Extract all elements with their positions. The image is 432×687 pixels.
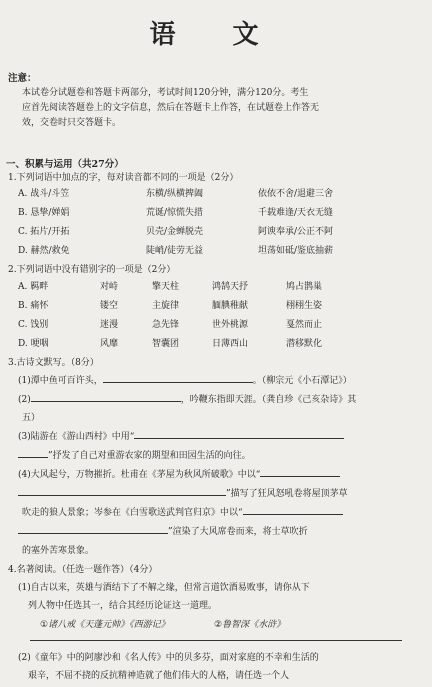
option-word: 坦荡如砥/鉴底抽薪 <box>258 246 334 256</box>
poem-text: ”抒发了自己对重游农家的期望和田园生活的向往。 <box>48 451 251 461</box>
question-3-item-3-cont <box>18 448 251 461</box>
option-word: 千载难逢/天衣无缝 <box>258 208 334 218</box>
answer-blank <box>18 486 226 496</box>
option-word: 风靡 <box>100 339 119 349</box>
option-word: 戛然而止 <box>286 320 323 330</box>
option-word: 主旋律 <box>152 301 180 311</box>
answer-blank <box>18 524 168 534</box>
option-word: 世外桃源 <box>212 320 249 330</box>
option-label: A. 羁畔 <box>18 282 49 292</box>
option-word: 贝壳/金蝉脱壳 <box>146 227 204 237</box>
question-4-stem: 4.名著阅读。（任选一题作答）（4分） <box>8 565 158 575</box>
question-4-item-1-cont: 列人物中任选其一，结合其经历论证这一道理。 <box>28 601 218 611</box>
option-label: D. 赫然/救免 <box>18 246 70 256</box>
notice-line: 效，交卷时只交答题卡。 <box>22 118 122 128</box>
option-word: 急先锋 <box>152 320 180 330</box>
poem-text: 吹走的狼人景象；岑参在《白雪歌送武判官归京》中以“ <box>22 508 243 518</box>
answer-blank <box>103 373 253 383</box>
question-3-item-4-cont2 <box>22 505 343 518</box>
question-3-item-2-cont: 五） <box>22 413 41 423</box>
question-3-item-4-cont <box>18 486 348 499</box>
notice-text <box>22 86 422 131</box>
question-3-stem: 3.古诗文默写。（8分） <box>8 358 99 368</box>
option-word: 智囊团 <box>152 339 180 349</box>
option-label: C. 饯别 <box>18 320 49 330</box>
option-word: 迷漫 <box>100 320 119 330</box>
question-4-item-1: (1)自古以来，英雄与酒结下了不解之缘，但常言道饮酒易败事，请你从下 <box>18 583 310 593</box>
answer-line <box>30 640 402 641</box>
page-title: 语 文 <box>149 20 283 50</box>
poem-prompt: (3)陆游在《游山西村》中用“ <box>18 432 135 442</box>
poem-source: 。（柳宗元《小石潭记》） <box>252 376 352 386</box>
question-3-item-1 <box>18 373 352 386</box>
poem-source: ，吟鞭东指即天涯。（龚自珍《己亥杂诗》其 <box>180 395 357 405</box>
answer-blank <box>260 467 340 477</box>
option-word: 擎天柱 <box>152 282 180 292</box>
poem-prompt: (4)大风起兮，万物摧折。杜甫在《茅屋为秋风所破歌》中以“ <box>18 470 261 480</box>
question-3-item-3 <box>18 429 344 442</box>
notice-label: 注意： <box>8 73 37 84</box>
poem-prompt: (1)潭中鱼可百许头， <box>18 376 103 386</box>
question-4-item-2: (2)《童年》中的阿廖沙和《名人传》中的贝多芬，面对家庭的不幸和生活的 <box>18 653 319 663</box>
answer-blank <box>243 505 343 515</box>
option-word: 东横/纵横捭阖 <box>146 189 204 199</box>
option-word: 鸠占鹊巢 <box>286 282 323 292</box>
option-label: B. 痛怀 <box>18 301 49 311</box>
option-word: 陡峭/徒劳无益 <box>146 246 204 256</box>
question-3-item-4-cont3 <box>18 524 308 537</box>
option-label: A. 战斗/斗笠 <box>18 189 70 199</box>
question-3-item-2 <box>18 392 356 405</box>
option-word: 腼腆稚献 <box>212 301 249 311</box>
option-word: 栩栩生姿 <box>286 301 323 311</box>
question-4-choice-1: ①诸八戒《天蓬元帅》《西游记》 <box>40 620 170 630</box>
question-1-stem: 1.下列词语中加点的字，每对读音都不同的一项是（2分） <box>8 173 239 183</box>
question-3-item-4 <box>18 467 340 480</box>
poem-text: ”描写了狂风怒吼卷将屋顶茅草 <box>226 489 348 499</box>
question-4-choice-2: ②鲁智深《水浒》 <box>214 620 286 630</box>
question-4-item-2-cont: 艰辛，不屈不挠的反抗精神造就了他们伟大的人格，请任选一个人 <box>28 671 290 681</box>
option-label: D. 哽咽 <box>18 339 49 349</box>
notice-line: 应首先阅读答题卷上的文字信息，然后在答题卡上作答，在试题卷上作答无 <box>22 103 320 113</box>
notice-line: 本试卷分试题卷和答题卡两部分，考试时间120分钟，满分120分。考生 <box>22 88 309 98</box>
option-word: 鸿鹄天抒 <box>212 282 249 292</box>
option-word: 依依不舍/退避三舍 <box>258 189 334 199</box>
answer-blank <box>18 448 48 458</box>
answer-blank <box>31 392 181 402</box>
question-2-stem: 2.下列词语中没有错别字的一项是（2分） <box>8 265 176 275</box>
option-word: 阿谀奉承/公正不阿 <box>258 227 334 237</box>
option-label: B. 恳挚/婵娟 <box>18 208 70 218</box>
option-word: 镂空 <box>100 301 119 311</box>
option-word: 潜移默化 <box>286 339 323 349</box>
poem-text: ”渲染了大风席卷而来，将士草吹折 <box>168 527 308 537</box>
answer-blank <box>134 429 344 439</box>
option-word: 日薄西山 <box>212 339 249 349</box>
option-label: C. 拓片/开拓 <box>18 227 70 237</box>
option-word: 对峙 <box>100 282 119 292</box>
question-3-item-4-cont4: 的塞外苦寒景象。 <box>22 546 95 556</box>
section-heading: 一、积累与运用（共27分） <box>6 159 124 170</box>
option-word: 荒诞/惊慌失措 <box>146 208 204 218</box>
poem-prompt: (2) <box>18 395 31 405</box>
